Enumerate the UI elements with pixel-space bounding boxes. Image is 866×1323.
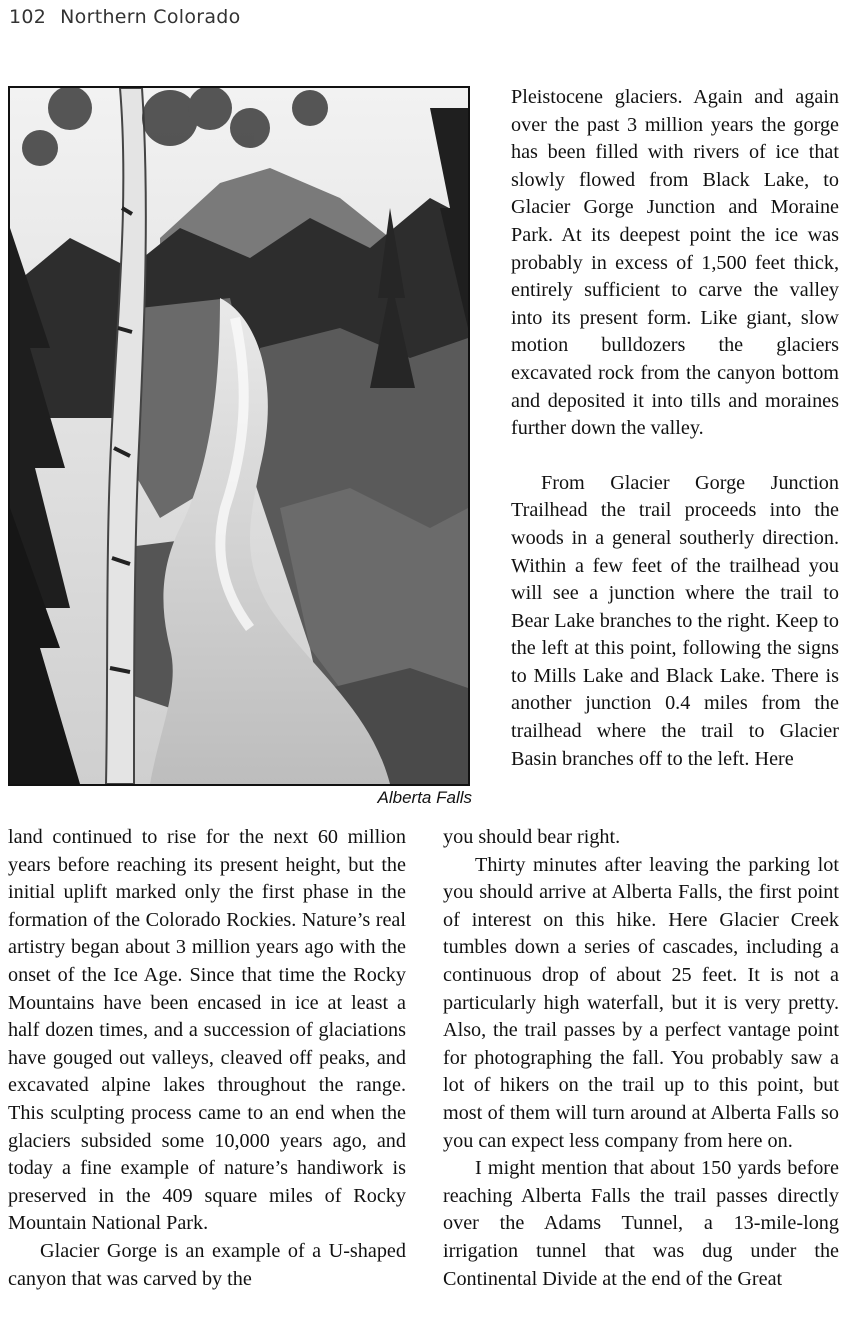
right-column-lower (443, 824, 839, 1293)
paragraph: From Glacier Gorge Junction Trailhead the trail proceeds into the woods in a general southerly direction. Within a few feet of the trailhead you will see a junction where the trail to Bear Lake branches to the right. Keep to the left at this point, following the signs to Mills Lake and Black Lake. There is another junction 0.4 miles from the trailhead where the trail to Glacier Basin branches off to the left. Here (511, 471, 839, 770)
paragraph: I might mention that about 150 yards before reaching Alberta Falls the trail passes directly over the Adams Tunnel, a 13-mile-long irrigation tunnel that was dug under the Continental Divide at the end of the Great (443, 1157, 839, 1290)
paragraph: Pleistocene glaciers. Again and again over the past 3 million years the gorge has been filled with rivers of ice that slowly flowed from Black Lake, to Glacier Gorge Junction and Moraine Park. At its deepest point the ice was probably in excess of 1,500 feet thick, entirely sufficient to carve the valley into its present form. Like giant, slow motion bulldozers the glaciers excavated rock from the canyon bottom and deposited it into tills and moraines further down the valley. (511, 86, 839, 440)
paragraph: land continued to rise for the next 60 million years before reaching its present height, but the initial uplift marked only the first phase in the formation of the Colorado Rockies. Nature’s real artistry began about 3 million years ago with the onset of the Ice Age. Since that time the Rocky Mountains have been encased in ice at least a half dozen times, and a succession of glaciations have gouged out valleys, cleaved off peaks, and excavated alpine lakes throughout the range. This sculpting process came to an end when the glaciers subsided some 10,000 years ago, and today a fine example of nature’s handiwork is preserved in the 409 square miles of Rocky Mountain National Park. (8, 826, 406, 1235)
alberta-falls-photo (8, 86, 470, 786)
page-number: 102 (9, 6, 47, 28)
paragraph: you should bear right. (443, 826, 621, 848)
running-header (9, 6, 241, 28)
paragraph: Glacier Gorge is an example of a U-shaped canyon that was carved by the (8, 1239, 406, 1290)
figure-caption: Alberta Falls (377, 788, 472, 807)
right-column-upper (511, 84, 839, 773)
left-column-lower (8, 824, 406, 1293)
running-title: Northern Colorado (60, 6, 241, 28)
paragraph: Thirty minutes after leaving the parking lot you should arrive at Alberta Falls, the first point of interest on this hike. Here Glacier Creek tumbles down a series of cascades, including a continuous drop of about 25 feet. It is not a particularly high waterfall, but it is very pretty. Also, the trail passes by a perfect vantage point for photographing the fall. You probably saw a lot of hikers on the trail up to this point, but most of them will turn around at Alberta Falls so you can expect less company from here on. (443, 853, 839, 1152)
